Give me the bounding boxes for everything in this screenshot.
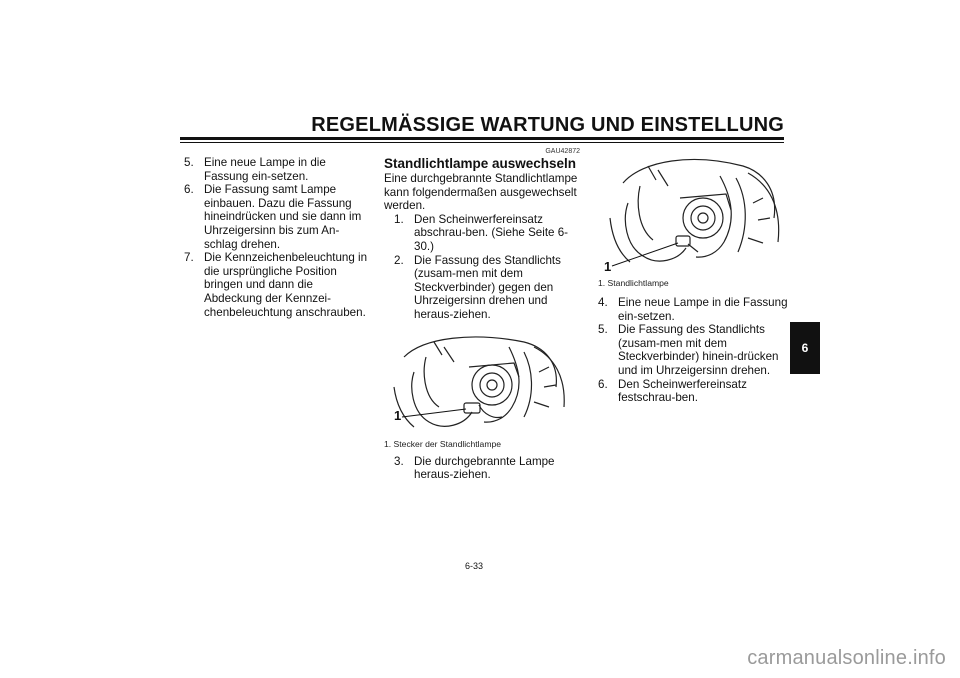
step-list-middle — [384, 213, 580, 322]
step-list-left — [184, 156, 370, 319]
figure-lamp — [598, 148, 788, 276]
step-item: 2. Die Fassung des Standlichts (zusam-men mit dem Steckverbinder) gegen den Uhrzeigersinn drehen und heraus-ziehen. — [394, 253, 561, 321]
page-number: 6-33 — [465, 561, 484, 571]
section-heading: Standlichtlampe auswechseln — [384, 156, 577, 171]
column-right — [598, 148, 790, 405]
step-item: 6. Die Fassung samt Lampe einbauen. Dazu die Fassung hineindrücken und sie dann im Uhrzeigersinn bis zum An-schlag drehen. — [184, 183, 362, 251]
step-item: 6. Den Scheinwerfereinsatz festschrau-ben. — [598, 377, 747, 405]
step-list-middle-after — [384, 455, 580, 482]
title-rule-thin — [180, 142, 784, 143]
figure-connector — [384, 327, 574, 437]
title-rule-thick — [180, 137, 784, 140]
headlight-connector-illustration — [384, 327, 574, 437]
step-item: 3. Die durchgebrannte Lampe heraus-ziehen. — [394, 454, 555, 482]
step-item: 5. Eine neue Lampe in die Fassung ein-setzen. — [184, 156, 326, 183]
step-list-right — [598, 296, 790, 405]
figure-callout: 1 — [394, 407, 402, 423]
figure-caption: 1. Standlichtlampe — [598, 278, 669, 288]
column-middle — [384, 148, 580, 482]
column-left — [184, 156, 370, 319]
step-item: 5. Die Fassung des Standlichts (zusam-men mit dem Steckverbinder) hinein-drücken und im Uhrzeigersinn drehen. — [598, 323, 779, 377]
page-title: REGELMÄSSIGE WARTUNG UND EINSTELLUNG — [311, 114, 784, 136]
figure-caption: 1. Stecker der Standlichtlampe — [384, 438, 502, 449]
headlight-lamp-illustration — [598, 148, 788, 276]
step-item: 1. Den Scheinwerfereinsatz abschrau-ben. (Siehe Seite 6-30.) — [394, 212, 569, 253]
section-code: GAU42872 — [545, 148, 580, 155]
figure-callout: 1 — [604, 259, 612, 274]
section-intro: Eine durchgebrannte Standlichtlampe kann folgendermaßen ausgewechselt werden. — [384, 172, 578, 213]
chapter-tab: 6 — [790, 322, 820, 374]
step-item: 7. Die Kennzeichenbeleuchtung in die ursprüngliche Position bringen und dann die Abdeckung der Kennzei-chenbeleuchtung anschrauben. — [184, 251, 368, 319]
watermark: carmanualsonline.info — [747, 647, 946, 669]
step-item: 4. Eine neue Lampe in die Fassung ein-setzen. — [598, 296, 788, 323]
